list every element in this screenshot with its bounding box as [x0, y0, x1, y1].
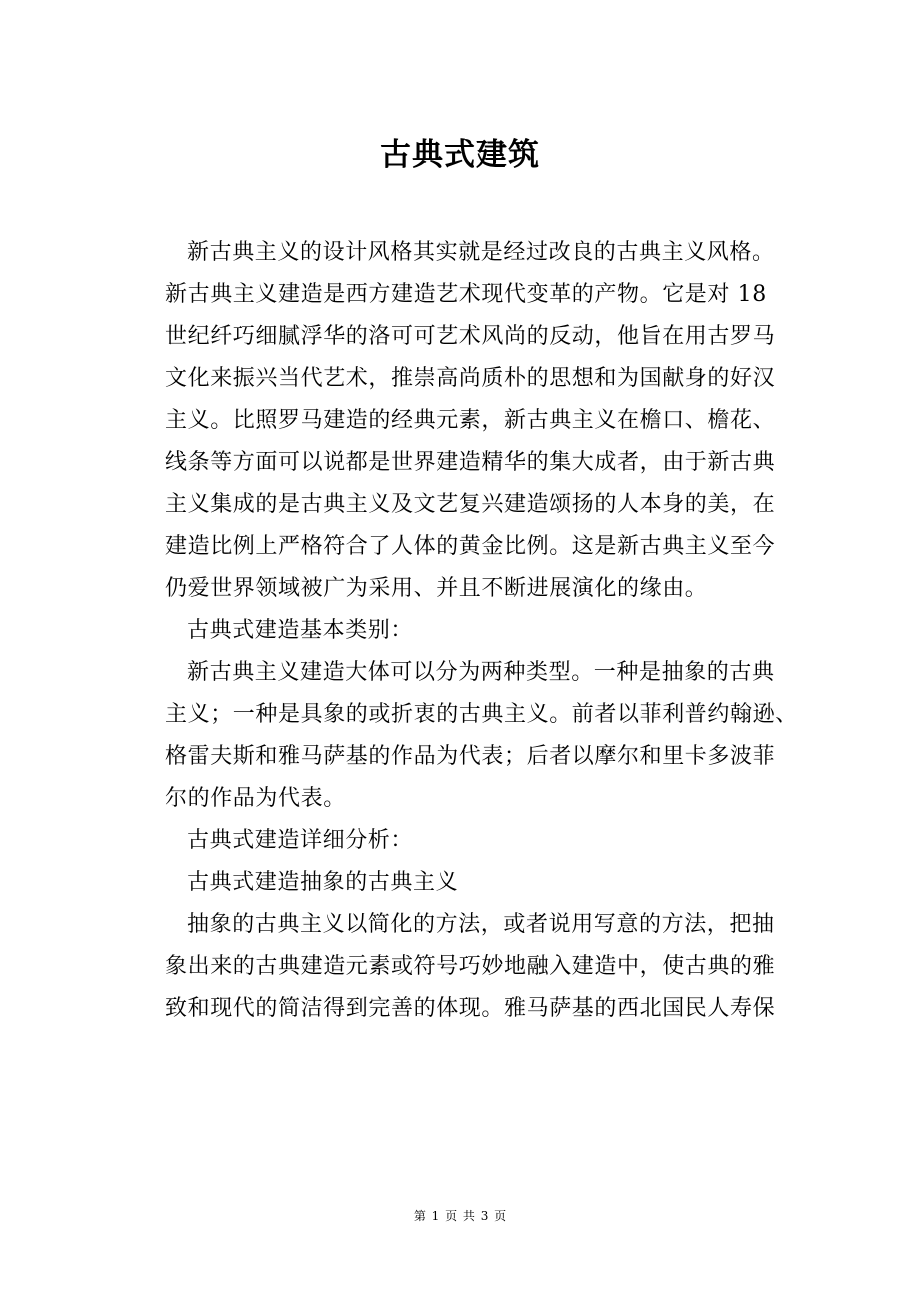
document-title: 古典式建筑: [380, 137, 540, 173]
text-line: 尔的作品为代表。: [165, 786, 346, 811]
text-line: 线条等方面可以说都是世界建造精华的集大成者，由于新古典: [165, 450, 776, 475]
text-line: 古典式建造详细分析：: [187, 828, 414, 853]
text-line: 世纪纤巧细腻浮华的洛可可艺术风尚的反动，他旨在用古罗马: [165, 324, 776, 349]
text-line: 格雷夫斯和雅马萨基的作品为代表；后者以摩尔和里卡多波菲: [165, 744, 776, 769]
text-line: 新古典主义建造是西方建造艺术现代变革的产物。它是对 18: [165, 282, 767, 307]
text-line: 主义。比照罗马建造的经典元素，新古典主义在檐口、檐花、: [165, 408, 776, 433]
text-line: 古典式建造基本类别：: [187, 618, 414, 643]
page-footer: 第 1 页 共 3 页: [413, 1209, 507, 1223]
text-line: 古典式建造抽象的古典主义: [187, 870, 459, 895]
text-line: 主义；一种是具象的或折衷的古典主义。前者以菲利普约翰逊、: [165, 702, 798, 727]
document-body: [165, 232, 805, 1030]
text-line: 新古典主义的设计风格其实就是经过改良的古典主义风格。: [187, 240, 775, 265]
text-line: 文化来振兴当代艺术，推崇高尚质朴的思想和为国献身的好汉: [165, 366, 776, 391]
text-line: 仍爱世界领域被广为采用、并且不断进展演化的缘由。: [165, 576, 708, 601]
text-line: 主义集成的是古典主义及文艺复兴建造颂扬的人本身的美，在: [165, 492, 776, 517]
text-line: 象出来的古典建造元素或符号巧妙地融入建造中，使古典的雅: [165, 954, 776, 979]
text-line: 致和现代的简洁得到完善的体现。雅马萨基的西北国民人寿保: [165, 996, 776, 1021]
text-line: 抽象的古典主义以简化的方法，或者说用写意的方法，把抽: [187, 912, 775, 937]
text-line: 新古典主义建造大体可以分为两种类型。一种是抽象的古典: [187, 660, 775, 685]
text-line: 建造比例上严格符合了人体的黄金比例。这是新古典主义至今: [165, 534, 776, 559]
